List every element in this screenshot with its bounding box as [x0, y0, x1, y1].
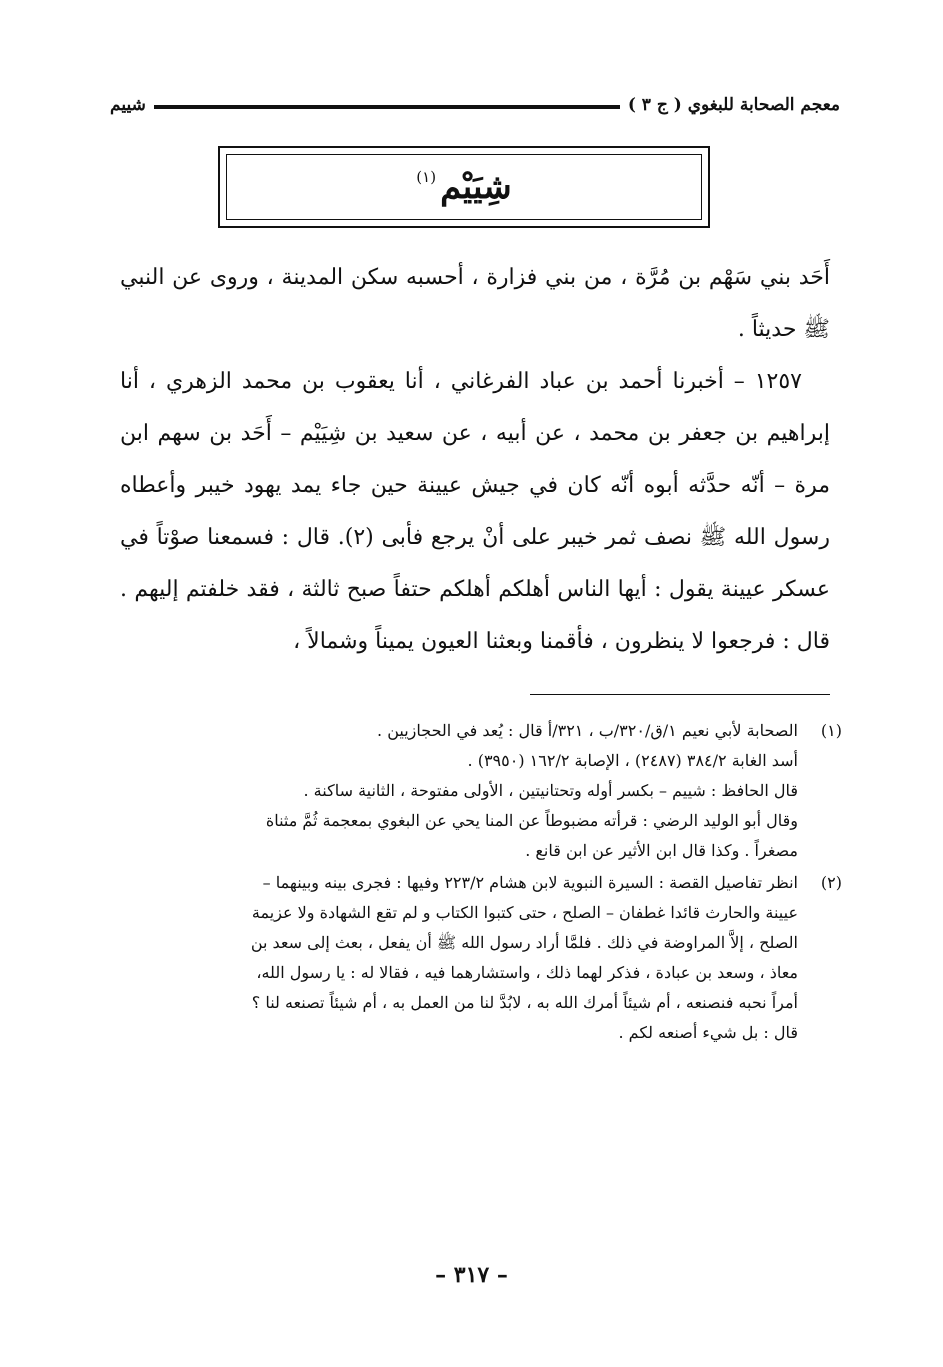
footnote-line: قال : بل شيء أصنعه لكم .: [618, 1023, 798, 1042]
running-header: [110, 92, 840, 118]
book-title: معجم الصحابة للبغوي ( ج ٣ ): [627, 95, 840, 115]
footnote-line: انظر تفاصيل القصة : السيرة النبوية لابن هشام ٢٢٣/٢ وفيها : فجرى بينه وبينهما –: [262, 873, 798, 892]
footnote-line: عيينة والحارث قائدا غطفان – الصلح ، حتى كتبوا الكتاب و لم تقع الشهادة ولا عزيمة: [251, 903, 798, 922]
footnote-line: الصلح ، إلاَّ المراوضة في ذلك . فلمَّا أراد رسول الله ﷺ أن يفعل ، بعث إلى سعد بن: [250, 933, 798, 952]
footnote-line: أسد الغابة ٣٨٤/٢ (٢٤٨٧) ، الإصابة ١٦٢/٢ (٣٩٥٠) .: [467, 751, 798, 770]
footnote-line: أمراً نحبه فنصنعه ، أم شيئاً أمرك الله به ، لابُدَّ لنا من العمل به ، أم شيئاً تصنعه لنا ؟: [251, 993, 798, 1012]
entry-footnote-ref: (١): [416, 168, 437, 186]
footnote-line: قال الحافظ : شييم – بكسر أوله وتحتانيتين ، الأولى مفتوحة ، الثانية ساكنة .: [303, 781, 798, 800]
entry-title-inner-frame: [226, 154, 702, 220]
footnote-line: وقال أبو الوليد الرضي : قرأته مضبوطاً عن المنا يحي عن البغوي بمعجمة ثُمَّ مثناة: [265, 811, 798, 830]
paragraph-intro: أَحَد بني سَهْم بن مُرَّة ، من بني فزارة ، أحسبه سكن المدينة ، وروى عن النبي ﷺ حديثاً .: [120, 265, 830, 342]
section-name: شييم: [110, 95, 146, 115]
header-rule: [154, 105, 620, 109]
footnote-1: [118, 716, 842, 866]
page-number: – ٣١٧ –: [435, 1262, 508, 1288]
footnote-body: [118, 868, 798, 1048]
paragraph-hadith: ١٢٥٧ – أخبرنا أحمد بن عباد الفرغاني ، أنا يعقوب بن محمد الزهري ، أنا إبراهيم بن جعفر بن محمد ، عن أبيه ، عن سعيد بن شِيَيْم – أَحَد بن سهم ابن مرة – أنّه حدَّثه أبوه أنّه كان في جيش عيينة حين جاء يمد يهود خيبر وأعطاه رسول الله ﷺ نصف ثمر خيبر على أنْ يرجع فأبى (٢). قال : فسمعنا صوْتاً في عسكر عيينة يقول : أيها الناس أهلكم أهلكم حتفاً صبح ثالثة ، فقد خلفتم إليهم . قال : فرجعوا لا ينظرون ، فأقمنا وبعثنا العيون يميناً وشمالاً ،: [120, 369, 830, 654]
footnote-body: [118, 716, 798, 866]
entry-title-box: [218, 146, 710, 228]
footnotes: [118, 716, 842, 1050]
main-text: [120, 252, 830, 668]
footnote-2: [118, 868, 842, 1048]
footnote-line: مصغراً . وكذا قال ابن الأثير عن ابن قانع .: [525, 841, 798, 860]
footnote-separator: [530, 694, 830, 695]
footnote-number: (١): [820, 721, 842, 740]
footnote-line: الصحابة لأبي نعيم ١/ق/٣٢٠/ب ، ٣٢١/أ قال : يُعد في الحجازيين .: [377, 721, 798, 740]
footnote-line: معاذ ، وسعد بن عبادة ، فذكر لهما ذلك ، واستشارهما فيه ، فقالا له : يا رسول الله،: [256, 963, 798, 982]
footnote-number: (٢): [820, 873, 842, 892]
entry-name: شِيَيْم: [440, 167, 512, 207]
